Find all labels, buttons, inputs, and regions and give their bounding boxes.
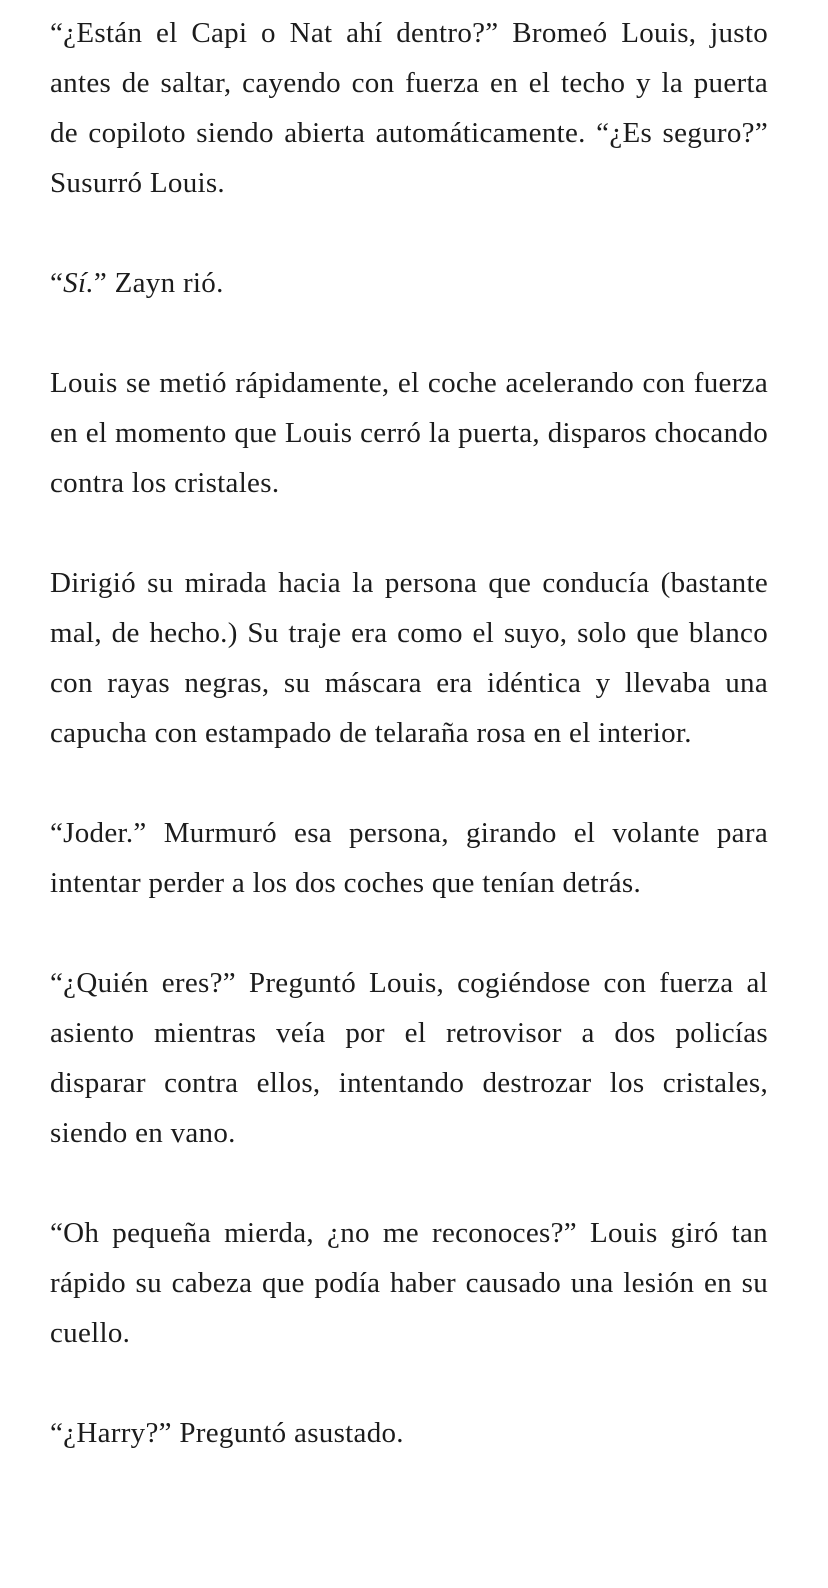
open-quote: “ <box>50 267 64 299</box>
paragraph-3: Louis se metió rápidamente, el coche acelerando con fuerza en el momento que Louis cerró la puerta, disparos chocando contra los cristales. <box>50 367 768 499</box>
close-quote: ” <box>93 267 108 299</box>
italic-word: Sí. <box>63 267 94 299</box>
paragraph-8: “¿Harry?” Preguntó asustado. <box>50 1417 404 1449</box>
paragraph-7: “Oh pequeña mierda, ¿no me reconoces?” Louis giró tan rápido su cabeza que podía haber causado una lesión en su cuello. <box>50 1217 768 1349</box>
paragraph-2 <box>50 258 768 308</box>
paragraph-5: “Joder.” Murmuró esa persona, girando el volante para intentar perder a los dos coches que tenían detrás. <box>50 817 768 899</box>
paragraph-4: Dirigió su mirada hacia la persona que conducía (bastante mal, de hecho.) Su traje era como el suyo, solo que blanco con rayas negras, su máscara era idéntica y llevaba una capucha con estampado de telaraña rosa en el interior. <box>50 567 768 749</box>
paragraph-1: “¿Están el Capi o Nat ahí dentro?” Bromeó Louis, justo antes de saltar, cayendo con fuerza en el techo y la puerta de copiloto siendo abierta automáticamente. “¿Es seguro?” Susurró Louis. <box>50 17 768 199</box>
dialogue-tag: Zayn rió. <box>107 267 224 299</box>
paragraph-6: “¿Quién eres?” Preguntó Louis, cogiéndose con fuerza al asiento mientras veía por el retrovisor a dos policías disparar contra ellos, intentando destrozar los cristales, siendo en vano. <box>50 967 768 1149</box>
story-text <box>50 8 768 1458</box>
